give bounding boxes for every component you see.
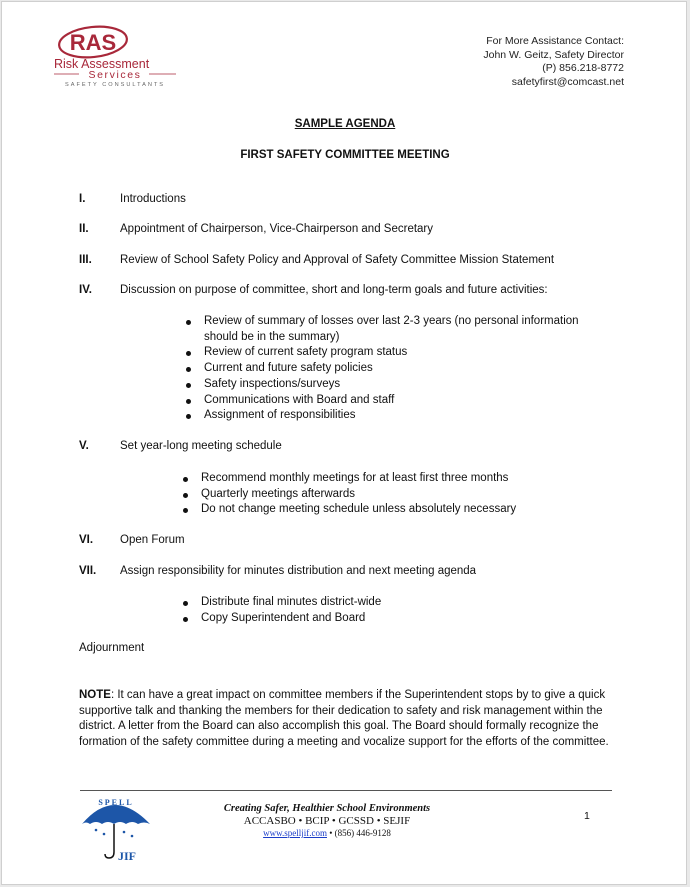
bullet-icon: [186, 414, 191, 419]
contact-line-1: For More Assistance Contact:: [486, 35, 624, 47]
page-number: 1: [584, 810, 590, 822]
footer-center: [202, 803, 452, 839]
ras-logo-line2: Services: [88, 69, 142, 81]
document-subtitle: FIRST SAFETY COMMITTEE MEETING: [240, 149, 450, 161]
agenda-item-number: III.: [79, 254, 92, 266]
agenda-item-number: VI.: [79, 534, 94, 546]
agenda-item-text: Open Forum: [120, 534, 185, 546]
document-page: [1, 1, 687, 885]
contact-block: [483, 35, 624, 89]
bullet-icon: [183, 601, 188, 606]
document-title: SAMPLE AGENDA: [294, 118, 396, 130]
list-item: Current and future safety policies: [186, 361, 579, 377]
list-item: Review of current safety program status: [186, 345, 579, 361]
bullet-icon: [186, 367, 191, 372]
note-text: : It can have a great impact on committee members if the Superintendent stops by to give a quick supportive talk and thanking the members for their dedication to safety and risk management within the district. A letter from the Board can also accomplish this goal. The Board should formally recognize the formation of the safety committee during a meeting and vocalize support for the efforts of the committee.: [79, 689, 609, 748]
bullet-icon: [183, 617, 188, 622]
footer-link[interactable]: www.spelljif.com: [263, 828, 327, 838]
bullet-icon: [186, 399, 191, 404]
bullet-icon: [183, 508, 188, 513]
contact-phone: (P) 856.218-8772: [542, 62, 624, 74]
ras-logo: [49, 22, 181, 88]
bullet-icon: [186, 351, 191, 356]
agenda-item-text: Review of School Safety Policy and Approval of Safety Committee Mission Statement: [120, 254, 555, 266]
agenda-item-text: Discussion on purpose of committee, short and long-term goals and future activities:: [120, 284, 548, 296]
agenda-item-number: VII.: [79, 565, 97, 577]
agenda-item-text: Assign responsibility for minutes distribution and next meeting agenda: [120, 565, 477, 577]
note-label: NOTE: [79, 689, 111, 701]
list-item: Do not change meeting schedule unless absolutely necessary: [183, 502, 516, 518]
list-item: Distribute final minutes district-wide: [183, 595, 381, 611]
agenda-item-number: II.: [79, 223, 89, 235]
agenda-item-text: Appointment of Chairperson, Vice-Chairperson and Secretary: [120, 223, 434, 235]
note-paragraph: [79, 688, 619, 750]
list-item: Copy Superintendent and Board: [183, 611, 381, 627]
footer-orgs: ACCASBO • BCIP • GCSSD • SEJIF: [243, 815, 411, 827]
contact-email: safetyfirst@comcast.net: [511, 75, 624, 88]
agenda-item-number: I.: [79, 193, 86, 205]
spell-jif-logo: [74, 794, 158, 862]
agenda-item-text: Set year-long meeting schedule: [120, 440, 282, 452]
footer-contact: [202, 828, 452, 839]
agenda-item-number: IV.: [79, 284, 93, 296]
ras-logo-line1: Risk Assessment: [54, 57, 150, 71]
agenda-item-text: Introductions: [120, 193, 186, 205]
bullet-icon: [186, 320, 191, 325]
list-item-continuation: should be in the summary): [204, 330, 340, 343]
sub-list-v: [183, 471, 516, 518]
bullet-icon: [186, 383, 191, 388]
agenda-item-number: V.: [79, 440, 89, 452]
adjournment: Adjournment: [79, 642, 145, 654]
footer-divider: [80, 790, 612, 791]
ras-logo-line3: SAFETY CONSULTANTS: [64, 82, 166, 88]
list-item: Communications with Board and staff: [186, 393, 579, 409]
bullet-icon: [183, 493, 188, 498]
spell-logo-bottom-text: JIF: [118, 849, 136, 862]
list-item: Safety inspections/surveys: [186, 377, 579, 393]
list-item: Assignment of responsibilities: [186, 408, 579, 424]
list-item: Quarterly meetings afterwards: [183, 487, 516, 503]
sub-list-iv: [186, 314, 579, 424]
footer-tagline: Creating Safer, Healthier School Environments: [223, 803, 431, 814]
ras-logo-mark: RAS: [69, 30, 117, 55]
spell-logo-top-text: SPELL: [98, 798, 134, 807]
sub-list-vii: [183, 595, 381, 626]
bullet-icon: [183, 477, 188, 482]
list-item: Review of summary of losses over last 2-3 years (no personal information: [186, 314, 579, 330]
contact-line-2: John W. Geitz, Safety Director: [483, 48, 624, 61]
footer-phone: • (856) 446-9128: [327, 828, 391, 838]
list-item: Recommend monthly meetings for at least first three months: [183, 471, 516, 487]
